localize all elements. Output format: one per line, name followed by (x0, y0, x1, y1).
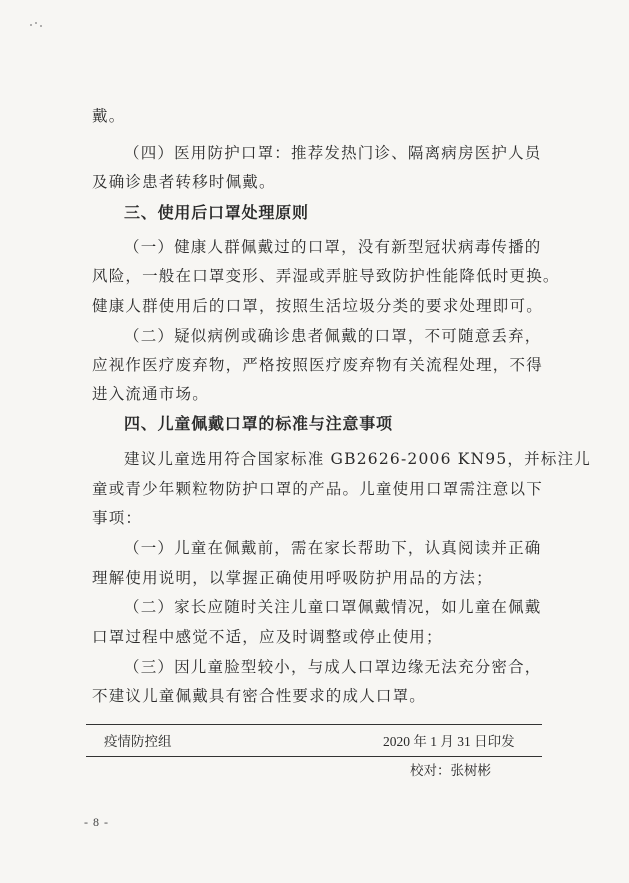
paragraph-line: （二）疑似病例或确诊患者佩戴的口罩，不可随意丢弃， (124, 327, 542, 345)
paragraph-line: 事项： (92, 509, 143, 527)
paragraph-line: （一）健康人群佩戴过的口罩，没有新型冠状病毒传播的 (124, 238, 542, 256)
footer-proofreader: 校对：张树彬 (410, 763, 491, 778)
section-heading: 三、使用后口罩处理原则 (124, 203, 309, 222)
paragraph-line: 健康人群使用后的口罩，按照生活垃圾分类的要求处理即可。 (92, 297, 543, 315)
paragraph-line: 及确诊患者转移时佩戴。 (92, 173, 276, 191)
footer-issuer: 疫情防控组 (104, 734, 172, 749)
page-number: - 8 - (84, 815, 109, 829)
paragraph-line: 童或青少年颗粒物防护口罩的产品。儿童使用口罩需注意以下 (92, 480, 543, 498)
paragraph-line: 戴。 (92, 107, 126, 125)
paragraph-line: （四）医用防护口罩：推荐发热门诊、隔离病房医护人员 (124, 144, 542, 162)
paragraph-line: （二）家长应随时关注儿童口罩佩戴情况，如儿童在佩戴 (124, 598, 542, 616)
paragraph-line: 口罩过程中感觉不适，应及时调整或停止使用； (92, 628, 443, 646)
paragraph-line: 不建议儿童佩戴具有密合性要求的成人口罩。 (92, 687, 427, 705)
paragraph-line: 风险，一般在口罩变形、弄湿或弄脏导致防护性能降低时更换。 (92, 267, 560, 285)
scan-artifact (30, 22, 44, 30)
paragraph-line: 建议儿童选用符合国家标准 GB2626-2006 KN95，并标注儿 (124, 450, 591, 468)
paragraph-line: 理解使用说明，以掌握正确使用呼吸防护用品的方法； (92, 569, 493, 587)
paragraph-line: （三）因儿童脸型较小，与成人口罩边缘无法充分密合， (124, 658, 542, 676)
footer-bottom-rule (86, 756, 542, 757)
paragraph-line: （一）儿童在佩戴前，需在家长帮助下，认真阅读并正确 (124, 539, 542, 557)
footer-top-rule (86, 724, 542, 725)
paragraph-line: 进入流通市场。 (92, 385, 209, 403)
section-heading: 四、儿童佩戴口罩的标准与注意事项 (124, 414, 393, 433)
footer-date: 2020 年 1 月 31 日印发 (383, 734, 515, 749)
paragraph-line: 应视作医疗废弃物，严格按照医疗废弃物有关流程处理，不得 (92, 356, 543, 374)
